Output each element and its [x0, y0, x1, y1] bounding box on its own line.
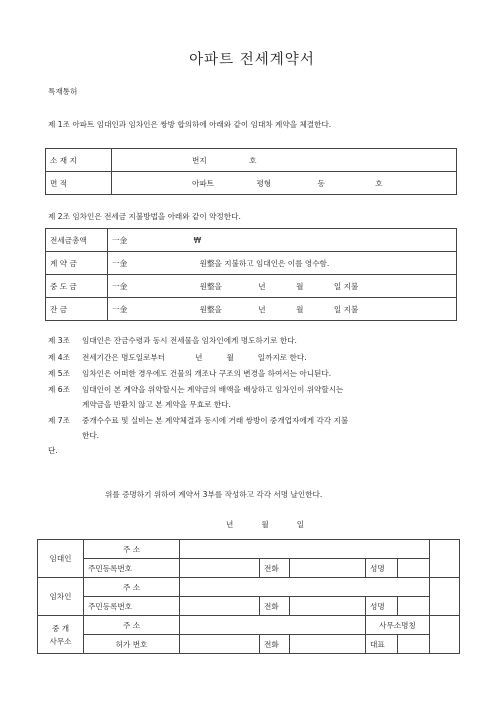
interim-payment-label: 중 도 금: [46, 275, 108, 298]
article-5-text: 임차인은 어떠한 경우에도 건물의 개조나 구조의 변경을 하여서는 아니된다.: [82, 369, 332, 378]
article-3-num: 제 3조: [48, 336, 70, 345]
lessor-address-label: 주 소: [84, 540, 180, 559]
property-table: [45, 148, 457, 195]
license-value: [180, 635, 260, 654]
balance-won: 원整을: [199, 304, 222, 314]
article-5: [48, 368, 331, 379]
proof-statement: 위를 증명하기 위하여 계약서 3부를 작성하고 각각 서명 날인한다.: [105, 490, 323, 499]
lessor-phone-label: 전화: [260, 559, 290, 578]
rep-label: 대표: [366, 635, 398, 654]
article-5-num: 제 5조: [48, 369, 70, 378]
broker-label-line1: 중 개: [51, 623, 70, 633]
article-7-line1: 중개수수료 및 실비는 본 계약체결과 동시에 거래 쌍방이 중개업자에게 각각 지불: [82, 416, 349, 425]
article-7-line2: 한다.: [82, 431, 100, 440]
balance-day: 일 지불: [333, 304, 359, 314]
article-6-num: 제 6조: [48, 385, 70, 394]
interim-day: 일 지불: [333, 281, 359, 291]
interim-month: 월: [296, 281, 304, 291]
unit-ho-label: 호: [375, 178, 383, 188]
lessor-seal: [430, 540, 460, 578]
article-4: [48, 352, 307, 363]
location-label: 소 재 지: [46, 149, 112, 172]
broker-label-line2: 사무소: [49, 636, 72, 646]
balance-month: 월: [296, 304, 304, 314]
interim-year: 년: [258, 281, 266, 291]
broker-address-label: 주 소: [84, 616, 180, 635]
lessee-address-value: [180, 578, 430, 597]
area-value: [112, 172, 457, 195]
area-label: 면 적: [46, 172, 112, 195]
balance-year: 년: [258, 304, 266, 314]
bunji-label: 번지: [192, 155, 207, 165]
broker-label: [38, 616, 84, 654]
office-name-label: 사무소명칭: [366, 616, 430, 635]
lessee-phone-label: 전화: [260, 597, 290, 616]
article-2: 제 2조 임차인은 전세금 지불방법을 아래와 같이 약정한다.: [48, 212, 241, 221]
lessee-name-label: 성명: [366, 597, 398, 616]
lessee-id-label: 주민등록번호: [84, 597, 180, 616]
dong-label: 동: [317, 178, 325, 188]
total-geum: 一金: [112, 235, 128, 245]
article-4-day: 일까지로 한다.: [257, 353, 307, 362]
article-4-text: 전세기간은 명도일로부터: [82, 353, 166, 362]
article-1: 제 1조 아파트 임대인과 임차인은 쌍방 합의하에 아래와 같이 임대차 계약을 체결한다.: [48, 120, 332, 129]
article-4-year: 년: [195, 353, 203, 362]
rep-value: [398, 635, 430, 654]
total-deposit-label: 전세금총액: [46, 229, 108, 252]
broker-seal: [430, 616, 460, 654]
location-value: [112, 149, 457, 172]
contract-deposit-label: 계 약 금: [46, 252, 108, 275]
article-7-cont: [48, 430, 99, 441]
lessor-id-label: 주민등록번호: [84, 559, 180, 578]
special-note: 특재통허: [48, 87, 78, 96]
lessor-label: 임대인: [38, 540, 84, 578]
article-3: [48, 335, 297, 346]
lessor-phone-value: [290, 559, 366, 578]
lessor-address-value: [180, 540, 430, 559]
interim-payment-value: [108, 275, 457, 298]
pyeong-label: 평형: [256, 178, 272, 188]
lessee-phone-value: [290, 597, 366, 616]
article-4-month: 월: [226, 353, 234, 362]
broker-phone-label: 전화: [260, 635, 290, 654]
total-deposit-value: [108, 229, 457, 252]
date-day: 일: [296, 520, 305, 529]
lessee-address-label: 주 소: [84, 578, 180, 597]
contract-deposit-value: [108, 252, 457, 275]
article-6-line1: 임대인이 본 계약을 위약할시는 계약금의 배액을 배상하고 임차인이 위약할시는: [82, 385, 344, 394]
apartment-label: 아파트: [192, 178, 215, 188]
broker-phone-value: [290, 635, 366, 654]
won-sign: ₩: [193, 235, 202, 245]
lessee-name-value: [398, 597, 430, 616]
lessee-seal: [430, 578, 460, 616]
article-6-line2: 계약금을 반환치 않고 본 계약을 무효로 한다.: [82, 400, 231, 409]
lessor-name-value: [398, 559, 430, 578]
balance-geum: 一金: [112, 304, 128, 314]
date-year: 년: [226, 520, 234, 529]
article-6-cont: [48, 399, 231, 410]
article-7: [48, 415, 348, 426]
lessee-label: 임차인: [38, 578, 84, 616]
license-label: 허가 번호: [84, 635, 180, 654]
balance-value: [108, 298, 457, 321]
note-dan: 단.: [48, 446, 58, 455]
interim-geum: 一金: [112, 281, 128, 291]
broker-address-value: [180, 616, 366, 635]
article-7-num: 제 7조: [48, 416, 70, 425]
ho-label: 호: [249, 155, 257, 165]
interim-won: 원整을: [199, 281, 222, 291]
article-4-num: 제 4조: [48, 353, 70, 362]
lessee-id-value: [180, 597, 260, 616]
parties-table: [37, 539, 460, 654]
lessor-name-label: 성명: [366, 559, 398, 578]
contract-geum: 一金: [112, 258, 128, 268]
article-3-text: 임대인은 잔금수령과 동시 전세물을 임차인에게 명도하기로 한다.: [82, 336, 297, 345]
contract-deposit-text: 원整을 지불하고 임대인은 이를 영수함.: [199, 258, 330, 268]
date-month: 월: [261, 520, 269, 529]
lessor-id-value: [180, 559, 260, 578]
payment-table: [45, 228, 457, 321]
date-line: [226, 519, 304, 530]
article-6: [48, 384, 343, 395]
balance-label: 잔 금: [46, 298, 108, 321]
document-title: 아파트 전세계약서: [189, 52, 315, 68]
